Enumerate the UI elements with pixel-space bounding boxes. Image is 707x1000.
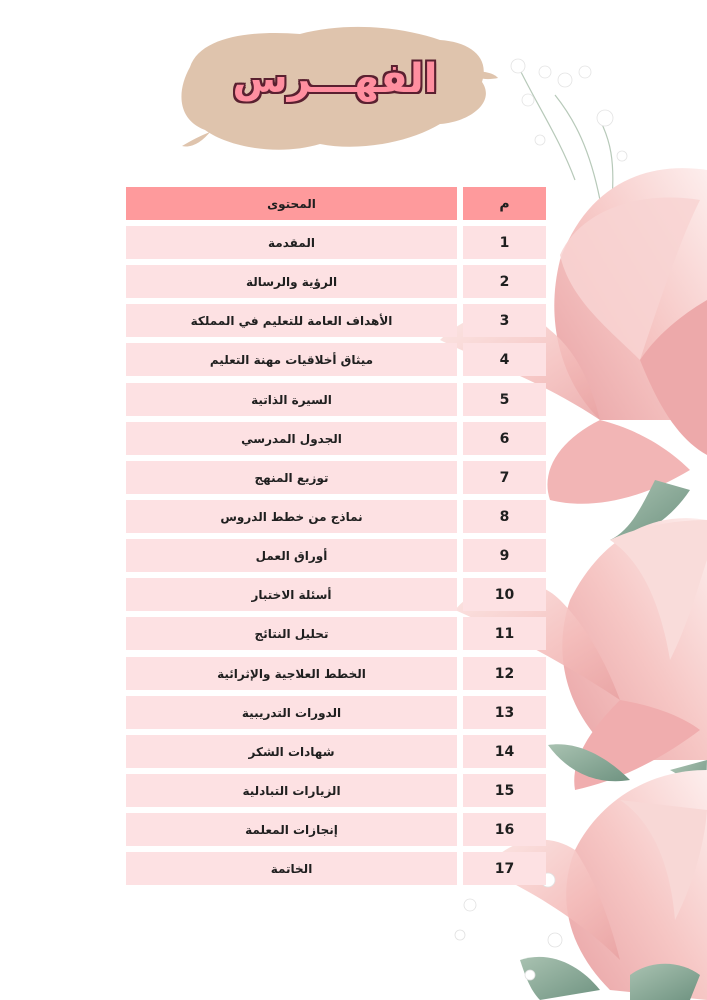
table-header-row — [126, 187, 546, 220]
row-number: 8 — [463, 500, 546, 533]
row-number: 3 — [463, 304, 546, 337]
table-row — [126, 500, 546, 533]
table-row — [126, 539, 546, 572]
row-content: السيرة الذاتية — [126, 383, 457, 416]
table-row — [126, 422, 546, 455]
header-content: المحتوى — [126, 187, 457, 220]
row-content: الرؤية والرسالة — [126, 265, 457, 298]
page-title: الفهـــرس — [232, 56, 438, 102]
table-row — [126, 578, 546, 611]
row-content: أوراق العمل — [126, 539, 457, 572]
row-content: أسئلة الاختبار — [126, 578, 457, 611]
row-content: الزيارات التبادلية — [126, 774, 457, 807]
row-content: الأهداف العامة للتعليم في المملكة — [126, 304, 457, 337]
row-content: تحليل النتائج — [126, 617, 457, 650]
row-number: 9 — [463, 539, 546, 572]
row-number: 7 — [463, 461, 546, 494]
row-content: نماذج من خطط الدروس — [126, 500, 457, 533]
table-row — [126, 852, 546, 885]
row-number: 17 — [463, 852, 546, 885]
row-number: 2 — [463, 265, 546, 298]
row-content: الخطط العلاجية والإثرائية — [126, 657, 457, 690]
row-number: 13 — [463, 696, 546, 729]
row-content: المقدمة — [126, 226, 457, 259]
row-number: 10 — [463, 578, 546, 611]
table-row — [126, 226, 546, 259]
row-number: 16 — [463, 813, 546, 846]
row-content: الجدول المدرسي — [126, 422, 457, 455]
table-row — [126, 617, 546, 650]
table-row — [126, 774, 546, 807]
table-row — [126, 696, 546, 729]
table-row — [126, 265, 546, 298]
table-row — [126, 813, 546, 846]
row-content: ميثاق أخلاقيات مهنة التعليم — [126, 343, 457, 376]
row-number: 4 — [463, 343, 546, 376]
row-number: 1 — [463, 226, 546, 259]
header-number: م — [463, 187, 546, 220]
row-number: 6 — [463, 422, 546, 455]
row-number: 12 — [463, 657, 546, 690]
table-row — [126, 657, 546, 690]
row-content: الخاتمة — [126, 852, 457, 885]
row-number: 15 — [463, 774, 546, 807]
table-row — [126, 735, 546, 768]
row-number: 14 — [463, 735, 546, 768]
title-splash — [170, 12, 500, 162]
table-row — [126, 461, 546, 494]
table-row — [126, 304, 546, 337]
row-content: شهادات الشكر — [126, 735, 457, 768]
row-number: 11 — [463, 617, 546, 650]
table-row — [126, 383, 546, 416]
row-content: الدورات التدريبية — [126, 696, 457, 729]
row-content: إنجازات المعلمة — [126, 813, 457, 846]
table-row — [126, 343, 546, 376]
row-content: توزيع المنهج — [126, 461, 457, 494]
row-number: 5 — [463, 383, 546, 416]
